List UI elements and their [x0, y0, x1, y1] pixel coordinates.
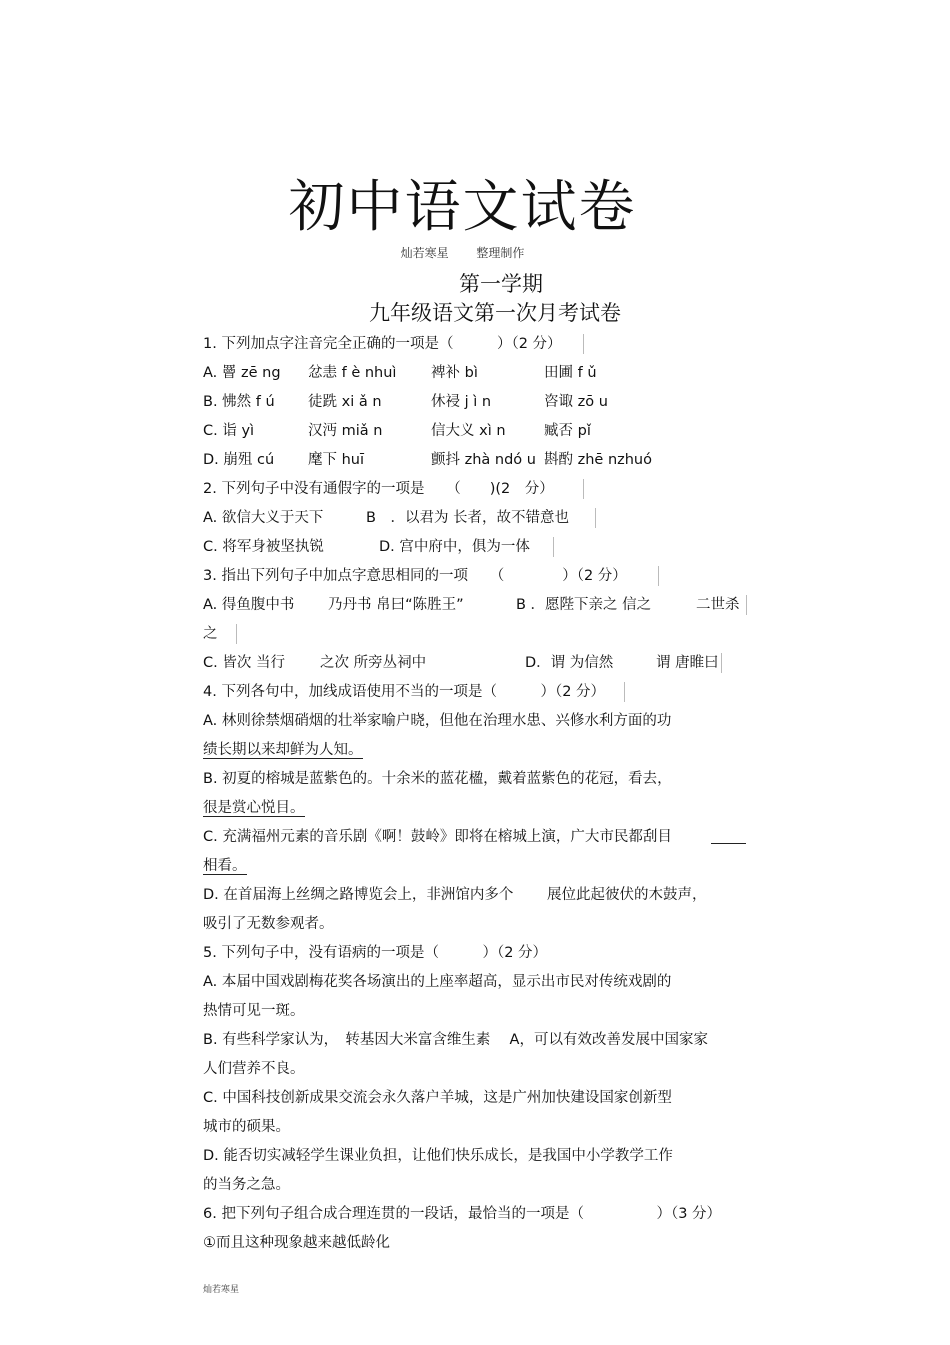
- q3-option-d-2: 谓 唐睢曰: [656, 655, 719, 671]
- option-c-4: 臧否 pǐ: [544, 423, 591, 439]
- question-1-option-c: [203, 417, 763, 446]
- credit-note: 整理制作: [476, 246, 525, 260]
- question-2-text: 2. 下列句子中没有通假字的一项是 （ )(2 分）: [203, 481, 554, 497]
- option-c-2: 汉沔 miǎ n: [308, 423, 383, 439]
- q2-option-b: B ．以君为 长者，故不错意也: [366, 510, 570, 526]
- q3-option-c-1: C. 皆次 当行: [203, 655, 285, 671]
- option-d-4: 斟酌 zhē nzhuó: [544, 452, 652, 468]
- term-heading: 第一学期: [459, 272, 543, 296]
- q5-option-c-line2: 城市的硕果。: [203, 1119, 290, 1135]
- question-6: 6. 把下列句子组合成合理连贯的一段话，最恰当的一项是（ ）（3 分）: [203, 1206, 722, 1222]
- q3-option-d-1: D．谓 为信然: [525, 655, 614, 671]
- question-2-options-ab: [203, 504, 763, 533]
- credit-line: [0, 244, 925, 261]
- q5-option-d-line2: 的当务之急。: [203, 1177, 290, 1193]
- q4-option-d-line1: D. 在首届海上丝绸之路博览会上，非洲馆内多个 展位此起彼伏的木鼓声，: [203, 887, 707, 903]
- exam-subtitle: 九年级语文第一次月考试卷: [369, 301, 621, 325]
- option-a-2: 忿恚 f è nhuì: [308, 365, 397, 381]
- option-a-3: 裨补 bì: [431, 365, 478, 381]
- underlined-idiom-b: 很是赏心悦目。: [203, 800, 305, 816]
- underlined-idiom-a: 绩长期以来却鲜为人知。: [203, 742, 363, 758]
- q5-option-c-line1: C. 中国科技创新成果交流会永久落户羊城，这是广州加快建设国家创新型: [203, 1090, 672, 1106]
- option-c-3: 信大义 xì n: [431, 423, 506, 439]
- q3-option-a-1: A. 得鱼腹中书: [203, 597, 295, 613]
- question-5: [203, 939, 763, 968]
- question-body: [203, 330, 763, 1258]
- option-a-4: 田圃 f ǔ: [544, 365, 597, 381]
- q5-option-b-line2: 人们营养不良。: [203, 1061, 305, 1077]
- question-1-text: 1. 下列加点字注音完全正确的一项是（ ）（2 分）: [203, 336, 562, 352]
- q4-option-a-line1: A. 林则徐禁烟硝烟的壮举家喻户晓，但他在治理水患、兴修水利方面的功: [203, 713, 672, 729]
- q3-option-b-1: B ．愿陛下亲之 信之: [516, 597, 652, 613]
- underlined-idiom-c: 相看。: [203, 858, 247, 874]
- option-a-1: A. 罾 zē ng: [203, 365, 281, 381]
- question-2: [203, 475, 763, 504]
- q5-option-a-line2: 热情可见一斑。: [203, 1003, 305, 1019]
- question-5-text: 5. 下列句子中，没有语病的一项是（ ）（2 分）: [203, 945, 548, 961]
- question-2-options-cd: [203, 533, 763, 562]
- q4-option-c-line1: [203, 823, 763, 852]
- q2-option-a: A. 欲信大义于天下: [203, 510, 324, 526]
- option-b-1: B. 怫然 f ú: [203, 394, 275, 410]
- q4-c-text: C. 充满福州元素的音乐剧《啊！鼓岭》即将在榕城上演，广大市民都刮目: [203, 829, 672, 845]
- q3-option-a-2: 乃丹书 帛曰“陈胜王”: [328, 597, 464, 613]
- q4-option-c-line2: [203, 852, 763, 881]
- option-d-2: 麾下 huī: [308, 452, 365, 468]
- question-3-options-cd: [203, 649, 763, 678]
- page-title: 初中语文试卷: [288, 175, 637, 240]
- q5-option-b-line1: B. 有些科学家认为， 转基因大米富含维生素 A，可以有效改善发展中国家家: [203, 1032, 708, 1048]
- question-3-text: 3. 指出下列句子中加点字意思相同的一项 （ ）（2 分）: [203, 568, 627, 584]
- option-b-4: 咨诹 zō u: [544, 394, 608, 410]
- question-1: [203, 330, 763, 359]
- question-1-option-b: [203, 388, 763, 417]
- option-c-1: C. 诣 yì: [203, 423, 255, 439]
- question-3-options-ab: [203, 591, 763, 620]
- option-d-3: 颤抖 zhà ndó u: [431, 452, 536, 468]
- q2-option-d: D. 宫中府中，俱为一体: [379, 539, 530, 555]
- q2-option-c: C. 将军身被坚执锐: [203, 539, 324, 555]
- footer-credit: 灿若寒星: [203, 1285, 240, 1295]
- question-4: [203, 678, 763, 707]
- q4-option-d-line2: 吸引了无数参观者。: [203, 916, 334, 932]
- q6-sentence-1: ①而且这种现象越来越低龄化: [203, 1235, 390, 1251]
- q4-option-b-line1: B. 初夏的榕城是蓝紫色的。十余米的蓝花楹，戴着蓝紫色的花冠，看去，: [203, 771, 672, 787]
- credit-author: 灿若寒星: [400, 246, 449, 260]
- q3-option-b-2: 二世杀: [696, 597, 740, 613]
- question-1-option-d: [203, 446, 763, 475]
- q4-option-b-line2: [203, 794, 763, 823]
- q5-option-d-line1: D. 能否切实减轻学生课业负担，让他们快乐成长，是我国中小学教学工作: [203, 1148, 673, 1164]
- q3-option-c-2: 之次 所旁丛祠中: [320, 655, 427, 671]
- q3-option-b-cont: 之: [203, 626, 218, 642]
- option-d-1: D. 崩殂 cú: [203, 452, 275, 468]
- q5-option-a-line1: A. 本届中国戏剧梅花奖各场演出的上座率超高，显示出市民对传统戏剧的: [203, 974, 672, 990]
- option-b-2: 徒跣 xi ǎ n: [308, 394, 382, 410]
- question-4-text: 4. 下列各句中，加线成语使用不当的一项是（ ）（2 分）: [203, 684, 606, 700]
- question-3: [203, 562, 763, 591]
- option-b-3: 休祲 j ì n: [431, 394, 492, 410]
- q4-option-a-line2: [203, 736, 763, 765]
- question-3-options-ab-cont: [203, 620, 763, 649]
- question-1-option-a: [203, 359, 763, 388]
